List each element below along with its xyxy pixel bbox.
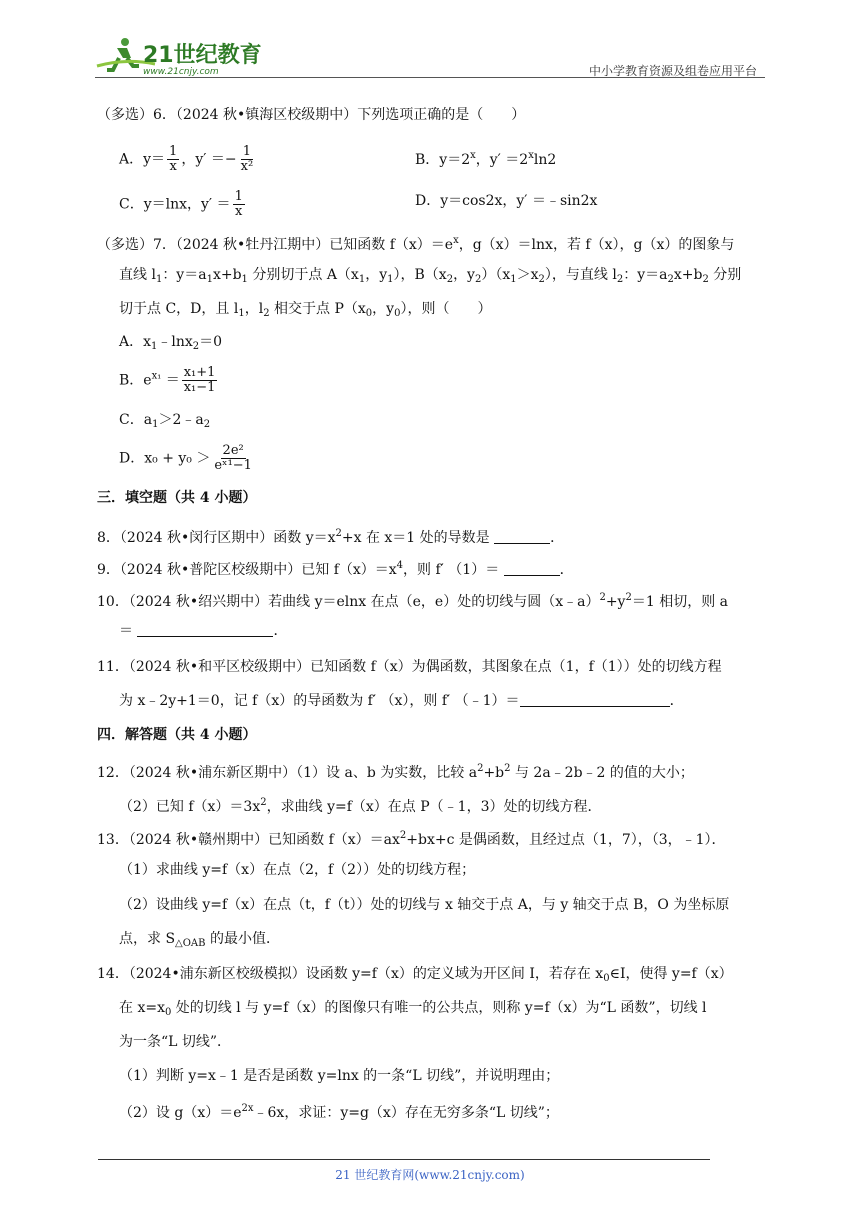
q6-stem: （多选）6．（2024 秋•镇海区校级期中）下列选项正确的是（ ） bbox=[97, 107, 526, 123]
q13-line3: （2）设曲线 y=f（x）在点（t，f（t））处的切线与 x 轴交于点 A，与 y 轴交于点 B，O 为坐标原 bbox=[119, 897, 730, 913]
logo-main-text: 21世纪教育 bbox=[143, 43, 262, 68]
q10-line1: 10．（2024 秋•绍兴期中）若曲线 y＝elnx 在点（e，e）处的切线与圆$(x﹣a)^2+y^2=1$ 相切，则 a bbox=[97, 592, 728, 610]
q13-line4: 点，求 $S_{\triangle OAB}$ 的最小值． bbox=[119, 931, 280, 949]
q10-line2: ＝ ． bbox=[119, 623, 288, 639]
site-logo bbox=[95, 36, 265, 76]
q13-line1: 13．（2024 秋•赣州期中）已知函数 $f(x)=ax^2+bx+c$ 是偶函数，且经过点（1，7），（3，﹣1）． bbox=[97, 830, 726, 848]
q7-option-d: D．x₀ + y₀ ＞ $\frac{\text{2e²}}{\text{eˣ¹−1}}$ bbox=[119, 443, 252, 473]
header-tagline: 中小学教育资源及组卷应用平台 bbox=[588, 64, 757, 78]
q9: 9．（2024 秋•普陀区校级期中）已知 $f(x)=x^4$，则 f′ （1）＝ ． bbox=[97, 560, 574, 578]
section-4-heading: 四．解答题（共 4 小题） bbox=[97, 727, 257, 743]
q7-stem-line2: 直线 $l_1$：$y=a_1x+b_1$ 分别切于点 $A(x_1$，$y_1$），$B(x_2$，$y_2)(x_1>x_2)$，与直线 $l_2$：$y=a_2x+b_2$ 分别 bbox=[119, 267, 742, 285]
logo-url-text: www.21cnjy.com bbox=[143, 67, 219, 76]
q6-option-d: D．y＝cos2x，y′ ＝﹣sin2x bbox=[415, 193, 598, 209]
q7-option-a: A．$x_1﹣\ln x_2=0$ bbox=[119, 334, 223, 352]
q6-option-c: C．y＝lnx，y′ ＝ $\frac{1}{x}$ bbox=[119, 189, 243, 219]
answer-blank bbox=[520, 693, 670, 707]
q11-line1: 11．（2024 秋•和平区校级期中）已知函数 f（x）为偶函数，其图象在点（1，f（1））处的切线方程 bbox=[97, 659, 722, 675]
q7-option-c: C．$a_1>2﹣a_2$ bbox=[119, 412, 211, 430]
q6-option-a: A．y＝ $\frac{1}{x}$ ，y′ ＝− $\frac{1}{\text{x²}}$ bbox=[119, 144, 254, 174]
answer-blank bbox=[137, 623, 273, 637]
page-header bbox=[95, 30, 765, 80]
q14-line2: 在 $x=x_0$ 处的切线 l 与 y=f（x）的图像只有唯一的公共点，则称 y=f（x）为“L 函数”，切线 l bbox=[119, 1000, 707, 1018]
q14-line3: 为一条“L 切线”． bbox=[119, 1034, 232, 1050]
q12-line1: 12．（2024 秋•浦东新区期中）（1）设 a、b 为实数，比较 $a^2+b^2$ 与 2a﹣2b﹣2 的值的大小； bbox=[97, 763, 694, 781]
footer-text[interactable]: 21 世纪教育网(www.21cnjy.com) bbox=[335, 1168, 525, 1182]
q14-line4: （1）判断 y=x﹣1 是否是函数 y=lnx 的一条“L 切线”，并说明理由； bbox=[119, 1068, 560, 1084]
q14-line5: （2）设 $g(x)=e^{2x}﹣6x$，求证：y=g（x）存在无穷多条“L 切线”； bbox=[119, 1103, 559, 1121]
q7-stem-line1: （多选）7．（2024 秋•牡丹江期中）已知函数 $f(x)=e^x$，g（x）＝lnx，若 f（x），g（x）的图象与 bbox=[97, 235, 735, 253]
q13-line2: （1）求曲线 y=f（x）在点（2，f（2））处的切线方程； bbox=[119, 862, 476, 878]
q14-line1: 14．（2024•浦东新区校级模拟）设函数 y=f（x）的定义域为开区间 I，若存在 $x_0\in I$，使得 y=f（x） bbox=[97, 966, 733, 984]
q7-option-b: B．$e^{x_1}$ ＝ $\frac{\text{x₁+1}}{\text{x₁−1}}$ bbox=[119, 365, 216, 395]
answer-blank bbox=[494, 530, 550, 544]
q6-option-b: B．$y=2^x$，$y' =2^x\ln 2$ bbox=[415, 150, 557, 168]
q8: 8．（2024 秋•闵行区期中）函数 $y=x^2+x$ 在 x＝1 处的导数是 ． bbox=[97, 528, 565, 546]
q7-stem-line3: 切于点 C，D，且 $l_1$，$l_2$ 相交于点 $P(x_0$，$y_0$），则（ ） bbox=[119, 301, 492, 319]
answer-blank bbox=[504, 562, 560, 576]
header-divider bbox=[95, 77, 765, 78]
footer-divider bbox=[98, 1159, 710, 1160]
section-3-heading: 三．填空题（共 4 小题） bbox=[97, 490, 257, 506]
q12-line2: （2）已知 $f(x)=3x^2$，求曲线 y=f（x）在点 P（﹣1，3）处的切线方程． bbox=[119, 797, 602, 815]
q11-line2: 为 x﹣2y+1＝0，记 f（x）的导函数为 f′ （x），则 f′ （﹣1）＝ ． bbox=[119, 693, 684, 709]
